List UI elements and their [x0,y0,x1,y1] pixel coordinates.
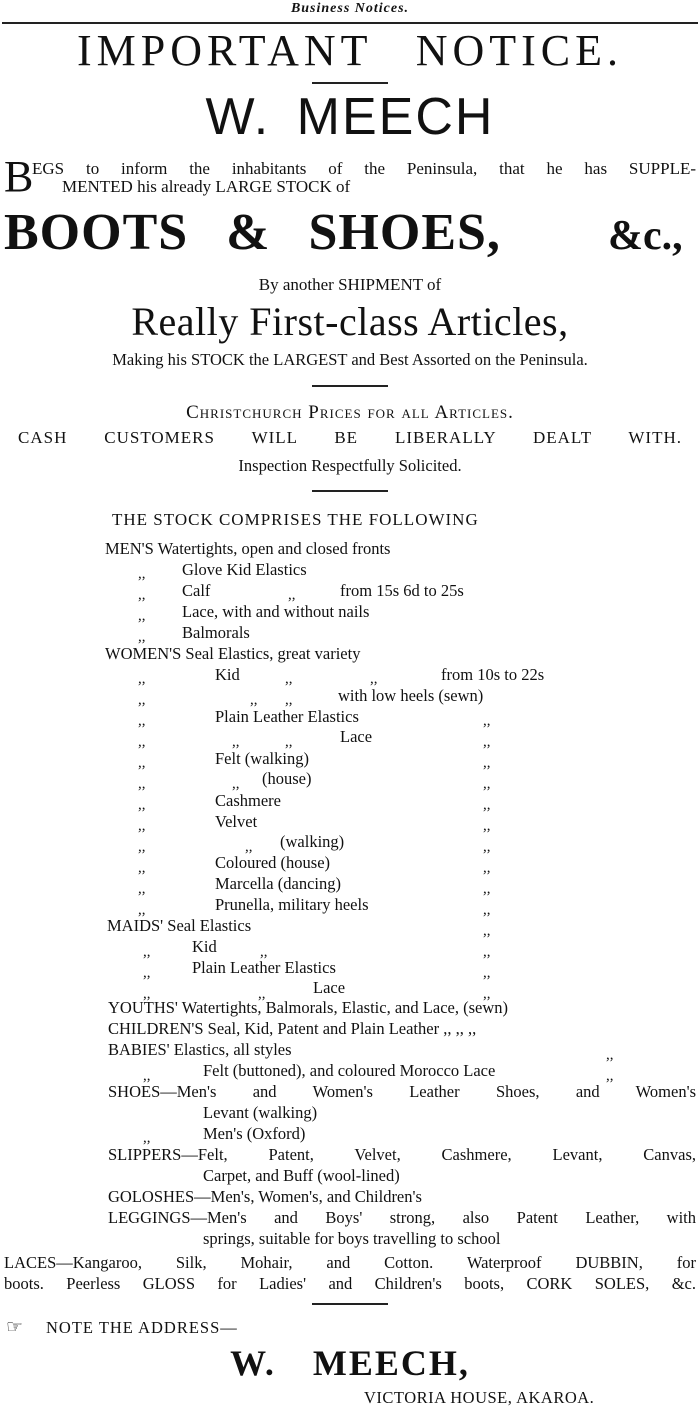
ditto-mark: ,, [285,671,293,687]
first-class-heading: Really First-class Articles, [131,299,569,344]
maids-kid: Kid [192,937,217,956]
ditto-mark: ,, [606,1068,614,1084]
ditto-mark: ,, [260,944,268,960]
ditto-mark: ,, [138,860,146,876]
womens-seal: WOMEN'S Seal Elastics, great variety [105,644,361,663]
ditto-mark: ,, [138,566,146,582]
ditto-mark: ,, [285,734,293,750]
babies-felt: Felt (buttoned), and coloured Morocco Lace [203,1061,496,1080]
childrens-line: CHILDREN'S Seal, Kid, Patent and Plain Leather ,, ,, ,, [108,1019,477,1038]
womens-velvet-walking: (walking) [280,832,345,851]
ditto-mark: ,, [138,881,146,897]
ditto-mark: ,, [143,1068,151,1084]
ditto-mark: ,, [245,839,253,855]
mens-balmorals: Balmorals [182,623,250,642]
ditto-mark: ,, [483,881,491,897]
womens-low-heels: with low heels (sewn) [338,686,484,705]
ditto-mark: ,, [143,944,151,960]
ditto-mark: ,, [288,587,296,603]
ditto-mark: ,, [138,797,146,813]
slippers-line-2: Carpet, and Buff (wool-lined) [203,1166,400,1185]
ditto-mark: ,, [258,986,266,1002]
ditto-mark: ,, [138,629,146,645]
youths-line: YOUTHS' Watertights, Balmorals, Elastic, and Lace, (sewn) [108,998,508,1017]
intro-dropcap: B [4,152,34,201]
leggings-line-1: LEGGINGS—Men's and Boys' strong, also Patent Leather, with [108,1208,696,1227]
shoes-line-3: Men's (Oxford) [203,1124,306,1143]
merchant-name: W. MEECH [205,88,495,146]
ditto-mark: ,, [606,1047,614,1063]
inspection-line: Inspection Respectfully Solicited. [238,456,462,475]
ditto-mark: ,, [138,608,146,624]
largest-line: Making his STOCK the LARGEST and Best Assorted on the Peninsula. [112,350,588,369]
shoes-line-2: Levant (walking) [203,1103,318,1122]
boots-shoes-heading: BOOTS & SHOES, [4,204,501,261]
ditto-mark: ,, [483,776,491,792]
notice-title: IMPORTANT NOTICE. [76,26,624,75]
stock-heading: THE STOCK COMPRISES THE FOLLOWING [112,510,479,529]
signature-name: W. MEECH, [230,1343,470,1383]
ditto-mark: ,, [138,734,146,750]
womens-felt-house: (house) [262,769,312,788]
cash-line: CASH CUSTOMERS WILL BE LIBERALLY DEALT WITH. [18,428,682,447]
laces-line-1: LACES—Kangaroo, Silk, Mohair, and Cotton. Waterproof DUBBIN, for [4,1253,696,1272]
leggings-line-2: springs, suitable for boys travelling to school [203,1229,501,1248]
maids-lace: Lace [313,978,346,997]
ditto-mark: ,, [483,902,491,918]
maids-seal: MAIDS' Seal Elastics [107,916,252,935]
ditto-mark: ,, [483,818,491,834]
ditto-mark: ,, [483,713,491,729]
babies-line: BABIES' Elastics, all styles [108,1040,292,1059]
ditto-mark: ,, [483,860,491,876]
womens-felt-walking: Felt (walking) [215,749,309,768]
womens-plain-leather: Plain Leather Elastics [215,707,359,726]
title-rule [312,82,388,84]
pointing-hand-icon: ☞ [6,1316,24,1338]
womens-lace: Lace [340,727,373,746]
section-header: Business Notices. [290,1,410,16]
mens-calf-price: from 15s 6d to 25s [340,581,464,600]
ditto-mark: ,, [143,1130,151,1146]
ditto-mark: ,, [483,986,491,1002]
ditto-mark: ,, [143,986,151,1002]
intro-line-1: EGS to inform the inhabitants of the Peninsula, that he has SUPPLE- [32,159,696,178]
womens-cashmere: Cashmere [215,791,281,810]
ditto-mark: ,, [138,692,146,708]
ditto-mark: ,, [250,692,258,708]
shoes-line-1: SHOES—Men's and Women's Leather Shoes, and Women's [108,1082,696,1101]
rule-3 [312,1303,388,1305]
shipment-line: By another SHIPMENT of [258,275,442,294]
header-rule [2,22,698,24]
ditto-mark: ,, [483,839,491,855]
ditto-mark: ,, [483,923,491,939]
rule-1 [312,385,388,387]
goloshes-line: GOLOSHES—Men's, Women's, and Children's [108,1187,422,1206]
ditto-mark: ,, [285,692,293,708]
prices-line: Christchurch Prices for all Articles. [186,402,514,423]
ditto-mark: ,, [232,776,240,792]
ditto-mark: ,, [483,965,491,981]
ditto-mark: ,, [138,713,146,729]
signature-address: VICTORIA HOUSE, AKAROA. [364,1388,595,1407]
womens-prunella: Prunella, military heels [215,895,369,914]
womens-velvet: Velvet [215,812,258,831]
womens-marcella: Marcella (dancing) [215,874,341,893]
note-address: NOTE THE ADDRESS— [46,1318,238,1337]
womens-coloured: Coloured (house) [215,853,331,872]
etc-heading: &c., [608,213,683,259]
womens-kid: Kid [215,665,240,684]
maids-plain-leather: Plain Leather Elastics [192,958,336,977]
laces-line-2: boots. Peerless GLOSS for Ladies' and Children's boots, CORK SOLES, &c. [4,1274,696,1293]
ditto-mark: ,, [483,944,491,960]
ditto-mark: ,, [138,755,146,771]
ditto-mark: ,, [138,776,146,792]
womens-kid-price: from 10s to 22s [441,665,545,684]
ditto-mark: ,, [483,797,491,813]
ditto-mark: ,, [483,755,491,771]
ditto-mark: ,, [138,818,146,834]
rule-2 [312,490,388,492]
slippers-line-1: SLIPPERS—Felt, Patent, Velvet, Cashmere, Levant, Canvas, [108,1145,696,1164]
mens-watertights: MEN'S Watertights, open and closed fronts [105,539,391,558]
ditto-mark: ,, [138,671,146,687]
ditto-mark: ,, [483,734,491,750]
mens-lace: Lace, with and without nails [182,602,370,621]
ditto-mark: ,, [370,671,378,687]
intro-line-2: MENTED his already LARGE STOCK of [62,177,351,196]
ditto-mark: ,, [138,587,146,603]
mens-glove-kid: Glove Kid Elastics [182,560,307,579]
ditto-mark: ,, [232,734,240,750]
ditto-mark: ,, [138,839,146,855]
ditto-mark: ,, [138,902,146,918]
ditto-mark: ,, [143,965,151,981]
mens-calf: Calf [182,581,211,600]
